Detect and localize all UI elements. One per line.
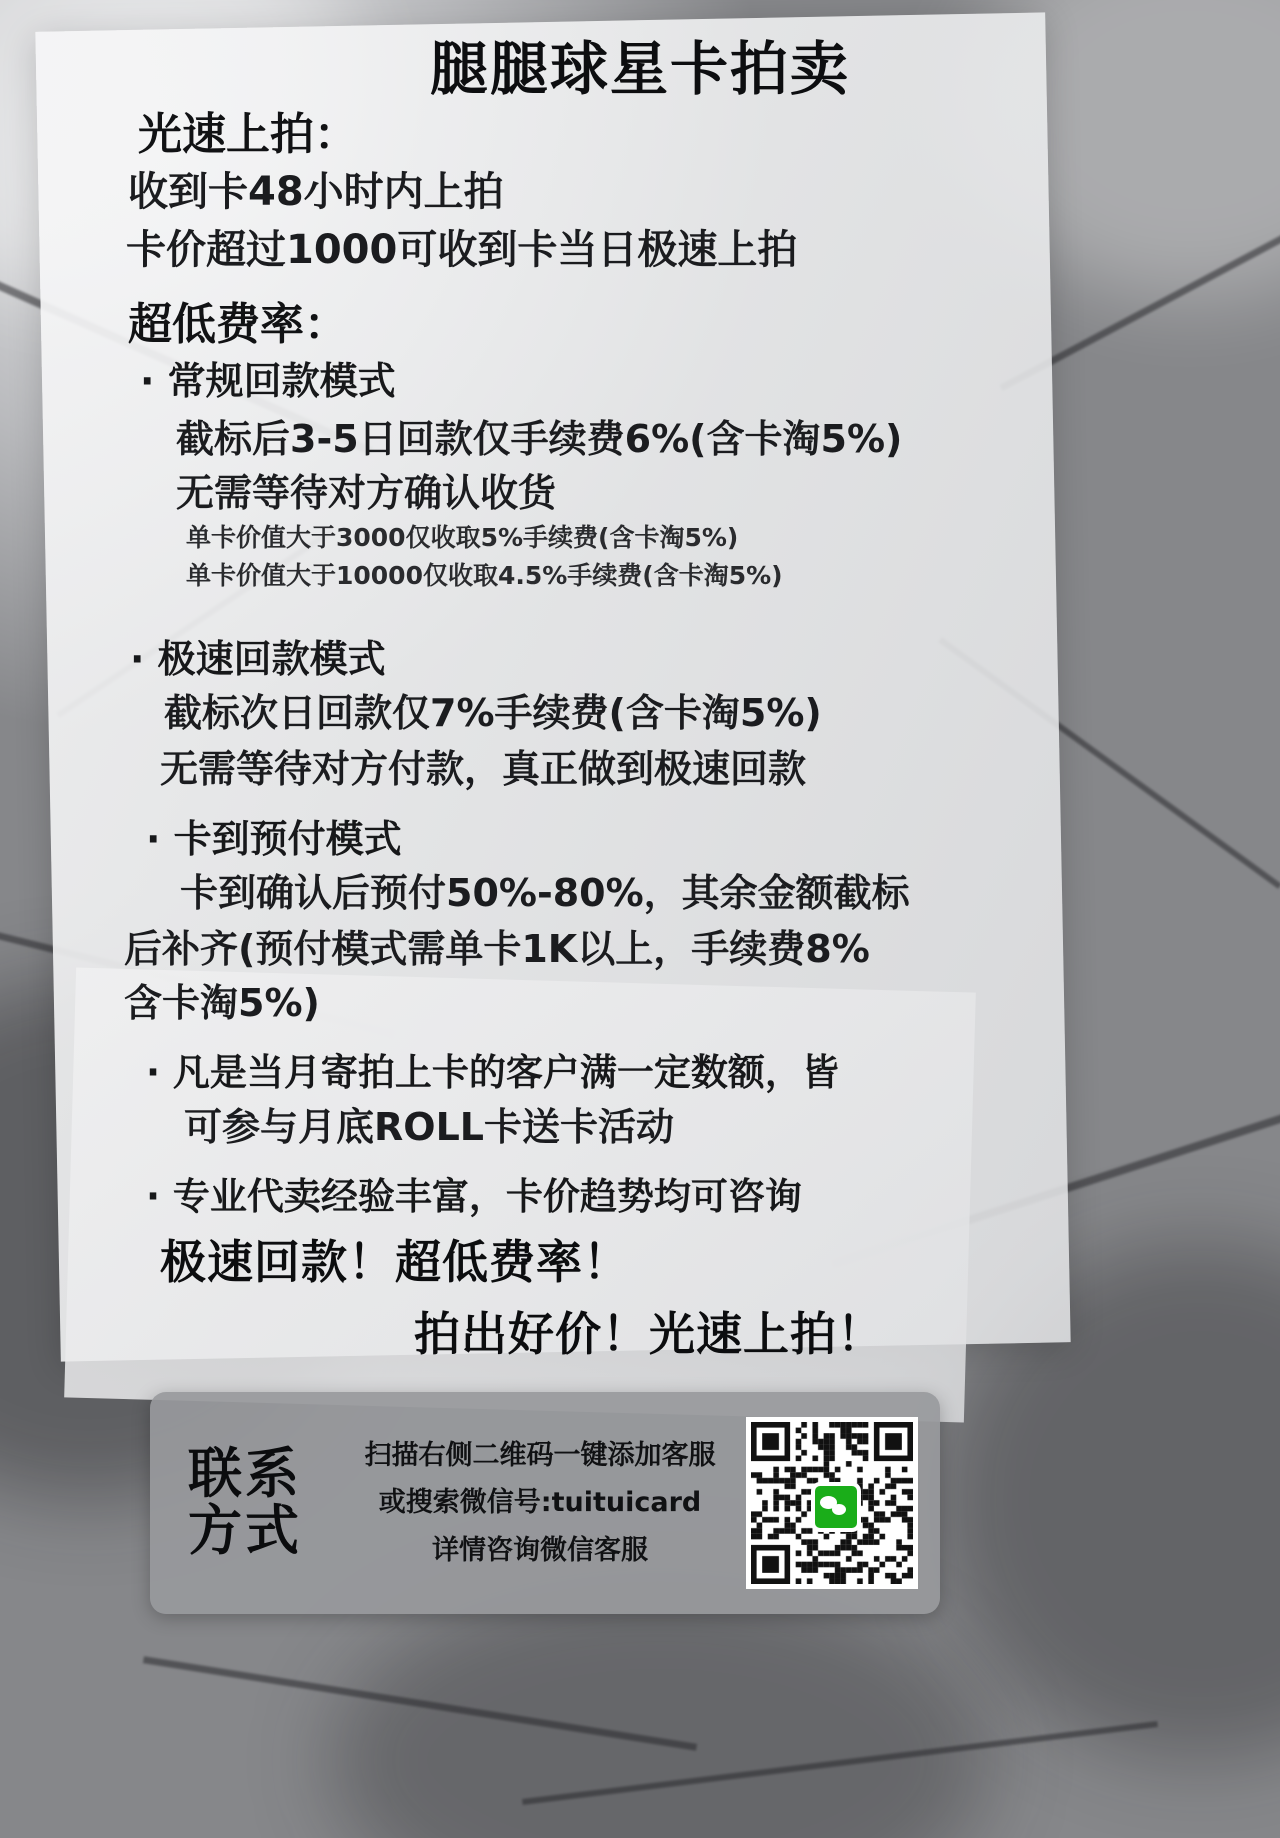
- fee-item-4-bullet: · 凡是当月寄拍上卡的客户满一定数额，皆: [146, 1051, 839, 1094]
- fee-item-5-bullet: · 专业代卖经验丰富，卡价趋势均可咨询: [146, 1175, 802, 1218]
- speed-line-1: 收到卡48小时内上拍: [128, 169, 504, 215]
- fee-item-3-line-3: 含卡淘5%): [124, 981, 320, 1025]
- fee-item-1-line-1: 截标后3-5日回款仅手续费6%(含卡淘5%): [176, 417, 903, 461]
- fee-item-3-line-2: 后补齐(预付模式需单卡1K以上，手续费8%: [124, 927, 870, 971]
- wechat-icon: [811, 1482, 861, 1532]
- contact-title-line-2: 方式: [188, 1499, 302, 1562]
- section-heading-speed: 光速上拍：: [138, 109, 358, 160]
- contact-line-2: 或搜索微信号:tuituicard: [378, 1487, 702, 1519]
- contact-title: [150, 1442, 340, 1562]
- contact-instructions: [340, 1432, 746, 1574]
- fee-item-1-note-1: 单卡价值大于3000仅收取5%手续费(含卡淘5%): [186, 523, 739, 552]
- page-title: 腿腿球星卡拍卖: [429, 35, 850, 103]
- fee-item-1-bullet: · 常规回款模式: [140, 359, 396, 403]
- fee-item-1-note-2: 单卡价值大于10000仅收取4.5%手续费(含卡淘5%): [186, 561, 783, 590]
- speed-line-2: 卡价超过1000可收到卡当日极速上拍: [126, 227, 798, 273]
- fee-item-1-line-2: 无需等待对方确认收货: [176, 471, 557, 515]
- fee-item-2-line-1: 截标次日回款仅7%手续费(含卡淘5%): [164, 691, 822, 735]
- fee-item-2-bullet: · 极速回款模式: [130, 637, 386, 681]
- slogan-2: 拍出好价！光速上拍！: [414, 1307, 884, 1361]
- contact-line-1: 扫描右侧二维码一键添加客服: [364, 1440, 716, 1472]
- wechat-qr-code[interactable]: [746, 1417, 918, 1589]
- fee-item-3-line-1: 卡到确认后预付50%-80%，其余金额截标: [180, 871, 910, 915]
- fee-item-2-line-2: 无需等待对方付款，真正做到极速回款: [160, 747, 807, 791]
- contact-bar: [150, 1392, 940, 1614]
- contact-line-3: 详情咨询微信客服: [432, 1534, 648, 1566]
- fee-item-3-bullet: · 卡到预付模式: [146, 817, 402, 861]
- slogan-1: 极速回款！超低费率！: [160, 1235, 630, 1289]
- fee-item-4-line-1: 可参与月底ROLL卡送卡活动: [184, 1105, 674, 1149]
- contact-title-line-1: 联系: [188, 1442, 302, 1506]
- section-heading-fee: 超低费率：: [128, 299, 348, 350]
